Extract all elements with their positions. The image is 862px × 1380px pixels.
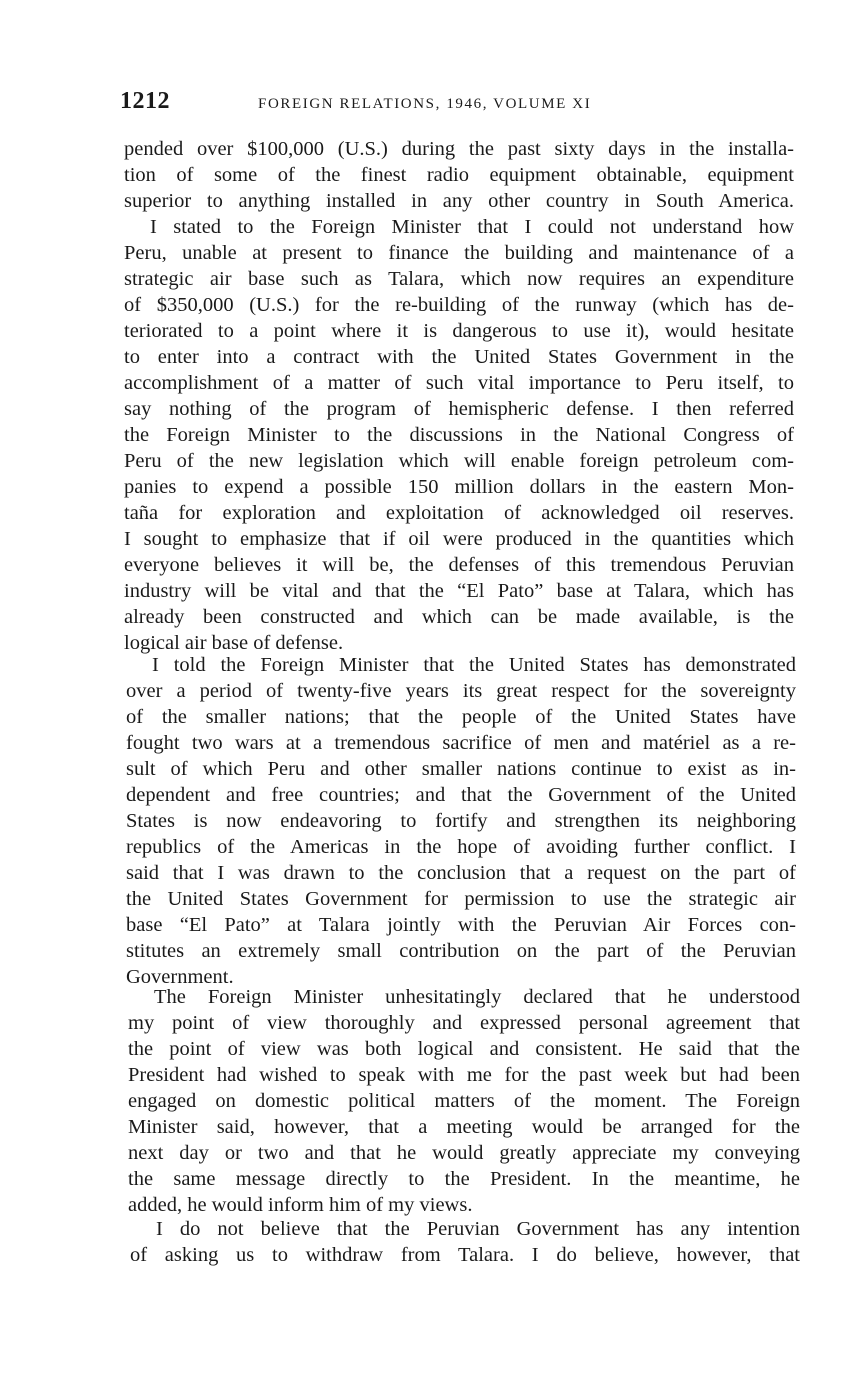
- text-line: panies to expend a possible 150 million dollars in the eastern Mon-: [124, 476, 794, 498]
- text-line: to enter into a contract with the United States Government in the: [124, 346, 794, 368]
- text-line: the United States Government for permission to use the strategic air: [126, 888, 796, 910]
- text-line: strategic air base such as Talara, which now requires an expenditure: [124, 268, 794, 290]
- text-line: of asking us to withdraw from Talara. I do believe, however, that: [130, 1244, 800, 1266]
- text-line: already been constructed and which can be made available, is the: [124, 606, 794, 628]
- text-line: stitutes an extremely small contribution on the part of the Peruvian: [126, 940, 796, 962]
- text-line: the same message directly to the President. In the meantime, he: [128, 1168, 800, 1190]
- text-line: superior to anything installed in any other country in South America.: [124, 190, 794, 212]
- text-line: dependent and free countries; and that the Government of the United: [126, 784, 796, 806]
- text-line: teriorated to a point where it is dangerous to use it), would hesitate: [124, 320, 794, 342]
- paragraph-5: [130, 1216, 800, 1268]
- text-line: taña for exploration and exploitation of acknowledged oil reserves.: [124, 502, 794, 524]
- running-head: FOREIGN RELATIONS, 1946, VOLUME XI: [258, 96, 592, 112]
- text-line: pended over $100,000 (U.S.) during the past sixty days in the installa-: [124, 138, 794, 160]
- text-line: President had wished to speak with me for the past week but had been: [128, 1064, 800, 1086]
- text-line: over a period of twenty-five years its great respect for the sovereignty: [126, 680, 796, 702]
- text-line: Peru of the new legislation which will enable foreign petroleum com-: [124, 450, 794, 472]
- text-line: fought two wars at a tremendous sacrifice of men and matériel as a re-: [126, 732, 796, 754]
- text-line: added, he would inform him of my views.: [128, 1194, 473, 1216]
- paragraph-1: [124, 136, 794, 214]
- text-line: I sought to emphasize that if oil were produced in the quantities which: [124, 528, 794, 550]
- text-line: base “El Pato” at Talara jointly with the Peruvian Air Forces con-: [126, 914, 796, 936]
- page-header: [120, 88, 800, 122]
- text-line: the Foreign Minister to the discussions in the National Congress of: [124, 424, 794, 446]
- text-line: the point of view was both logical and consistent. He said that the: [128, 1038, 800, 1060]
- text-line: say nothing of the program of hemispheric defense. I then referred: [124, 398, 794, 420]
- text-line: engaged on domestic political matters of the moment. The Foreign: [128, 1090, 800, 1112]
- text-line: Minister said, however, that a meeting would be arranged for the: [128, 1116, 800, 1138]
- text-line: I stated to the Foreign Minister that I could not understand how: [150, 216, 794, 238]
- text-line: I told the Foreign Minister that the United States has demonstrated: [152, 654, 796, 676]
- text-line: republics of the Americas in the hope of avoiding further conflict. I: [126, 836, 796, 858]
- paragraph-4: [128, 984, 800, 1218]
- text-line: of $350,000 (U.S.) for the re-building of the runway (which has de-: [124, 294, 794, 316]
- text-line: said that I was drawn to the conclusion that a request on the part of: [126, 862, 796, 884]
- text-line: The Foreign Minister unhesitatingly declared that he understood: [154, 986, 800, 1008]
- text-line: of the smaller nations; that the people of the United States have: [126, 706, 796, 728]
- text-line: Peru, unable at present to finance the building and maintenance of a: [124, 242, 794, 264]
- text-line: Government.: [126, 966, 234, 988]
- text-line: everyone believes it will be, the defenses of this tremendous Peruvian: [124, 554, 794, 576]
- text-line: I do not believe that the Peruvian Government has any intention: [156, 1218, 800, 1240]
- text-line: tion of some of the finest radio equipment obtainable, equipment: [124, 164, 794, 186]
- paragraph-2: [124, 214, 794, 656]
- text-line: States is now endeavoring to fortify and strengthen its neighboring: [126, 810, 796, 832]
- text-line: logical air base of defense.: [124, 632, 344, 654]
- text-line: next day or two and that he would greatly appreciate my conveying: [128, 1142, 800, 1164]
- page-number: 1212: [120, 88, 170, 114]
- paragraph-3: [126, 652, 796, 990]
- text-line: accomplishment of a matter of such vital importance to Peru itself, to: [124, 372, 794, 394]
- text-line: industry will be vital and that the “El Pato” base at Talara, which has: [124, 580, 794, 602]
- text-line: my point of view thoroughly and expressed personal agreement that: [128, 1012, 800, 1034]
- text-line: sult of which Peru and other smaller nations continue to exist as in-: [126, 758, 796, 780]
